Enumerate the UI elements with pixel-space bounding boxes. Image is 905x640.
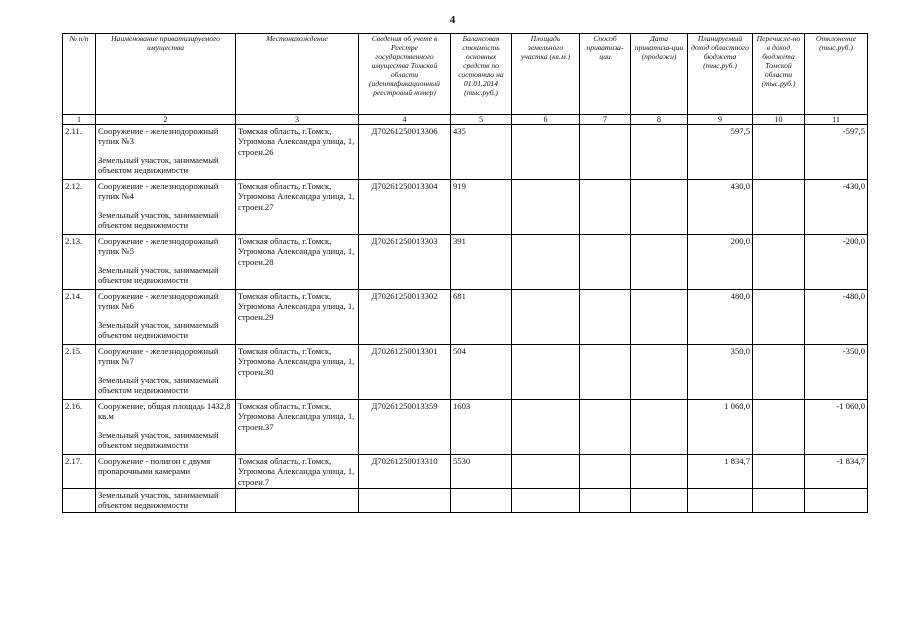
planned-income: 1 834,7 [688, 455, 753, 489]
empty-cell [580, 180, 631, 235]
property-title: Сооружение - железнодорожный тупик №3 [98, 126, 219, 147]
location: Томская область, г.Томск, Угрюмова Александра улица, 1, строен.27 [236, 180, 359, 235]
property-title: Сооружение, общая площадь 1432,8 кв.м [98, 401, 231, 422]
empty-cell [580, 400, 631, 455]
table-row [63, 235, 868, 290]
deviation: -480,0 [805, 290, 868, 345]
header-cell: Балансовая стоимость основных средств по состоянию на 01.01.2014 (тыс.руб.) [451, 34, 512, 115]
deviation: -200,0 [805, 235, 868, 290]
column-number: 6 [512, 115, 580, 125]
column-number: 1 [63, 115, 96, 125]
deviation: -1 060,0 [805, 400, 868, 455]
empty-cell [631, 290, 688, 345]
column-number: 8 [631, 115, 688, 125]
empty-cell [631, 455, 688, 489]
empty-cell [753, 345, 805, 400]
empty-cell [631, 489, 688, 513]
table-row [63, 125, 868, 180]
property-title: Сооружение - железнодорожный тупик №5 [98, 236, 219, 257]
empty-cell [580, 290, 631, 345]
registry-number: Д70261250013359 [359, 400, 451, 455]
empty-cell [512, 180, 580, 235]
empty-cell [512, 400, 580, 455]
empty-cell [451, 489, 512, 513]
land-plot-text: Земельный участок, занимаемый объектом недвижимости [98, 209, 219, 230]
land-plot-text: Земельный участок, занимаемый объектом недвижимости [98, 154, 219, 175]
empty-cell [512, 125, 580, 180]
header-cell: Перечисле-но в доход бюджета Томской области (тыс.руб.) [753, 34, 805, 115]
empty-cell [753, 125, 805, 180]
empty-cell [63, 489, 96, 513]
empty-cell [753, 489, 805, 513]
planned-income: 1 060,0 [688, 400, 753, 455]
land-plot-text: Земельный участок, занимаемый объектом недвижимости [98, 429, 219, 450]
property-name [96, 400, 236, 455]
header-cell: № п/п [63, 34, 96, 115]
header-cell: Планируемый доход областного бюджета (тыс.руб.) [688, 34, 753, 115]
column-number: 3 [236, 115, 359, 125]
planned-income: 200,0 [688, 235, 753, 290]
balance-value: 681 [451, 290, 512, 345]
empty-cell [580, 345, 631, 400]
registry-number: Д70261250013306 [359, 125, 451, 180]
property-name [96, 180, 236, 235]
planned-income: 480,0 [688, 290, 753, 345]
property-name [96, 345, 236, 400]
empty-cell [805, 489, 868, 513]
empty-cell [631, 235, 688, 290]
table-row [63, 290, 868, 345]
table-row [63, 489, 868, 513]
empty-cell [359, 489, 451, 513]
balance-value: 919 [451, 180, 512, 235]
empty-cell [631, 180, 688, 235]
property-name [96, 235, 236, 290]
empty-cell [512, 455, 580, 489]
header-cell: Местонахождение [236, 34, 359, 115]
planned-income: 430,0 [688, 180, 753, 235]
balance-value: 504 [451, 345, 512, 400]
row-number: 2.15. [63, 345, 96, 400]
deviation: -1 834,7 [805, 455, 868, 489]
header-row [63, 34, 868, 115]
land-plot-text: Земельный участок, занимаемый объектом недвижимости [98, 319, 219, 340]
row-number: 2.12. [63, 180, 96, 235]
empty-cell [580, 125, 631, 180]
location: Томская область, г.Томск, Угрюмова Александра улица, 1, строен.26 [236, 125, 359, 180]
registry-number: Д70261250013304 [359, 180, 451, 235]
column-number: 5 [451, 115, 512, 125]
location: Томская область, г.Томск, Угрюмова Александра улица, 1, строен.30 [236, 345, 359, 400]
header-cell: Сведения об учете в Реестре государственного имущества Томской области (идентификационный реестровый номер) [359, 34, 451, 115]
column-number: 11 [805, 115, 868, 125]
column-number: 4 [359, 115, 451, 125]
deviation: -350,0 [805, 345, 868, 400]
empty-cell [512, 290, 580, 345]
registry-number: Д70261250013301 [359, 345, 451, 400]
empty-cell [753, 455, 805, 489]
header-cell: Способ приватиза-ции [580, 34, 631, 115]
registry-number: Д70261250013302 [359, 290, 451, 345]
header-cell: Наименование приватизируемого имущества [96, 34, 236, 115]
column-number: 2 [96, 115, 236, 125]
empty-cell [753, 400, 805, 455]
page-number: 4 [449, 14, 456, 26]
empty-cell [631, 345, 688, 400]
deviation: -430,0 [805, 180, 868, 235]
empty-cell [512, 489, 580, 513]
table-row [63, 180, 868, 235]
empty-cell [580, 489, 631, 513]
registry-number: Д70261250013310 [359, 455, 451, 489]
property-title: Сооружение - полигон с двумя пропарочными камерами [98, 456, 211, 477]
land-plot-text: Земельный участок, занимаемый объектом недвижимости [98, 264, 219, 285]
table-row [63, 455, 868, 489]
row-number: 2.17. [63, 455, 96, 489]
row-number: 2.11. [63, 125, 96, 180]
property-title: Сооружение - железнодорожный тупик №4 [98, 181, 219, 202]
column-number-row [63, 115, 868, 125]
empty-cell [580, 455, 631, 489]
empty-cell [631, 125, 688, 180]
location: Томская область, г.Томск, Угрюмова Александра улица, 1, строен.37 [236, 400, 359, 455]
empty-cell [512, 345, 580, 400]
column-number: 10 [753, 115, 805, 125]
empty-cell [580, 235, 631, 290]
land-plot-text: Земельный участок, занимаемый объектом недвижимости [96, 489, 236, 513]
planned-income: 350,0 [688, 345, 753, 400]
location: Томская область, г.Томск, Угрюмова Александра улица, 1, строен.7 [236, 455, 359, 489]
empty-cell [236, 489, 359, 513]
property-name [96, 125, 236, 180]
table-row [63, 400, 868, 455]
empty-cell [753, 290, 805, 345]
balance-value: 5530 [451, 455, 512, 489]
row-number: 2.16. [63, 400, 96, 455]
empty-cell [753, 235, 805, 290]
location: Томская область, г.Томск, Угрюмова Александра улица, 1, строен.28 [236, 235, 359, 290]
row-number: 2.14. [63, 290, 96, 345]
registry-number: Д70261250013303 [359, 235, 451, 290]
land-plot-text: Земельный участок, занимаемый объектом недвижимости [98, 374, 219, 395]
column-number: 7 [580, 115, 631, 125]
empty-cell [631, 400, 688, 455]
property-name [96, 455, 236, 489]
header-cell: Площадь земельного участка (кв.м.) [512, 34, 580, 115]
balance-value: 391 [451, 235, 512, 290]
empty-cell [512, 235, 580, 290]
balance-value: 435 [451, 125, 512, 180]
empty-cell [688, 489, 753, 513]
header-cell: Дата приватиза-ции (продажи) [631, 34, 688, 115]
balance-value: 1603 [451, 400, 512, 455]
row-number: 2.13. [63, 235, 96, 290]
privatization-table [62, 33, 868, 513]
planned-income: 597,5 [688, 125, 753, 180]
column-number: 9 [688, 115, 753, 125]
property-title: Сооружение - железнодорожный тупик №6 [98, 291, 219, 312]
deviation: -597,5 [805, 125, 868, 180]
empty-cell [753, 180, 805, 235]
table-row [63, 345, 868, 400]
header-cell: Отклонение (тыс.руб.) [805, 34, 868, 115]
property-title: Сооружение - железнодорожный тупик №7 [98, 346, 219, 367]
location: Томская область, г.Томск, Угрюмова Александра улица, 1, строен.29 [236, 290, 359, 345]
property-name [96, 290, 236, 345]
